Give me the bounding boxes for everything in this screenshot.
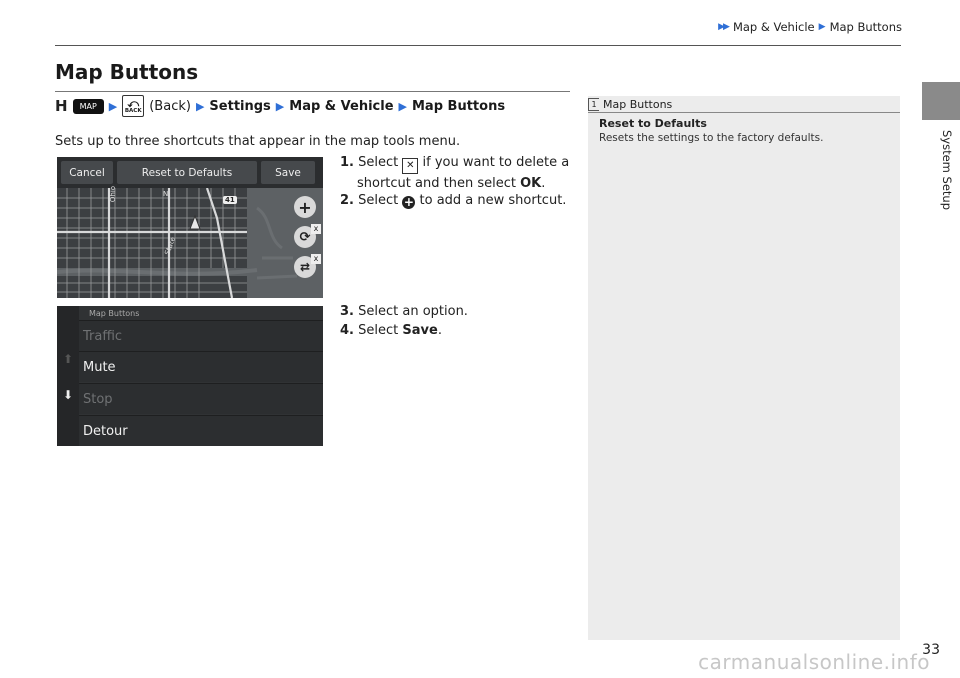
step-text: Select [358, 193, 399, 208]
path-item-map-vehicle: Map & Vehicle [289, 98, 394, 114]
page-title: Map Buttons [55, 60, 199, 84]
arrow-icon: ▶ [108, 99, 118, 113]
save-button[interactable]: Save [261, 161, 315, 184]
step-text: to add a new shortcut. [419, 193, 567, 208]
path-item-settings: Settings [209, 98, 271, 114]
step-text: Select an option. [358, 304, 468, 319]
header-divider [55, 45, 901, 46]
breadcrumb [718, 20, 902, 34]
map-view[interactable] [57, 185, 323, 298]
double-arrow-icon: ▶▶ [718, 22, 728, 32]
note-subheading: Reset to Defaults [599, 117, 707, 130]
step-text: Select [358, 155, 399, 170]
title-divider [55, 91, 570, 92]
step-3 [340, 302, 468, 322]
section-tab [922, 82, 960, 120]
back-label: (Back) [149, 98, 191, 114]
step-2 [340, 191, 566, 211]
step-text: Select [358, 323, 399, 338]
watermark: carmanualsonline.info [698, 650, 930, 674]
list-item-stop[interactable]: Stop [79, 383, 323, 414]
map-buttons-edit-screen [57, 157, 323, 298]
delete-x-icon: ✕ [402, 158, 418, 174]
note-header [588, 96, 900, 113]
back-button-icon: ⤺ BACK [122, 95, 144, 117]
add-plus-icon: + [403, 195, 414, 209]
map-buttons-list-screen [57, 306, 323, 446]
cancel-button[interactable]: Cancel [61, 161, 113, 184]
step-4 [340, 321, 442, 341]
page-number: 33 [922, 642, 940, 658]
save-label: Save [402, 323, 438, 338]
step-text: shortcut and then select [357, 176, 516, 191]
section-tab-label: System Setup [940, 130, 954, 211]
note-marker: 1 [588, 98, 599, 111]
street-label: State [163, 235, 178, 257]
map-streets [57, 185, 323, 298]
mute-button-icon[interactable]: ⇄ [294, 256, 316, 278]
list-item-detour[interactable]: Detour [79, 415, 323, 446]
breadcrumb-item[interactable]: Map & Vehicle [732, 20, 815, 34]
arrow-icon: ▶ [818, 22, 826, 32]
step-number: 4. [340, 323, 354, 338]
step-number: 2. [340, 193, 354, 208]
arrow-icon: ▶ [398, 99, 407, 113]
step-text: . [437, 323, 442, 338]
list-item-mute[interactable]: Mute [79, 351, 323, 382]
step-text: if you want to delete a [422, 155, 570, 170]
step-number: 3. [340, 304, 354, 319]
street-label: Ohio [109, 185, 118, 203]
step-number: 1. [340, 155, 354, 170]
map-button-icon: MAP [73, 99, 104, 114]
navigation-path [55, 96, 505, 116]
path-item-map-buttons: Map Buttons [412, 98, 506, 114]
list-scroll-rail [57, 306, 79, 446]
note-title: Map Buttons [603, 97, 673, 111]
street-label: N [163, 190, 169, 198]
delete-badge-icon[interactable]: x [311, 254, 321, 264]
screen-toolbar [57, 157, 323, 188]
intro-text: Sets up to three shortcuts that appear in the map tools menu. [55, 134, 461, 149]
ok-label: OK [520, 176, 542, 191]
step-1 [340, 153, 569, 194]
step-text: . [541, 176, 546, 191]
breadcrumb-item[interactable]: Map Buttons [829, 20, 902, 34]
detour-button-icon[interactable]: ⟳ [294, 226, 316, 248]
list-header: Map Buttons [89, 309, 140, 318]
route-badge: 41 [225, 196, 235, 204]
scroll-up-arrow-icon[interactable]: ⬆ [63, 352, 74, 366]
reset-to-defaults-button[interactable]: Reset to Defaults [117, 161, 257, 184]
add-button-icon[interactable]: + [294, 196, 316, 218]
back-chip-label: BACK [124, 107, 142, 114]
delete-badge-icon[interactable]: x [311, 224, 321, 234]
scroll-down-arrow-icon[interactable]: ⬇ [63, 388, 74, 402]
side-note [588, 96, 900, 640]
arrow-icon: ▶ [195, 99, 205, 113]
home-icon: H [55, 97, 68, 115]
note-body: Resets the settings to the factory defaults. [599, 132, 824, 144]
arrow-icon: ▶ [275, 99, 285, 113]
list-item-traffic[interactable]: Traffic [79, 320, 323, 351]
